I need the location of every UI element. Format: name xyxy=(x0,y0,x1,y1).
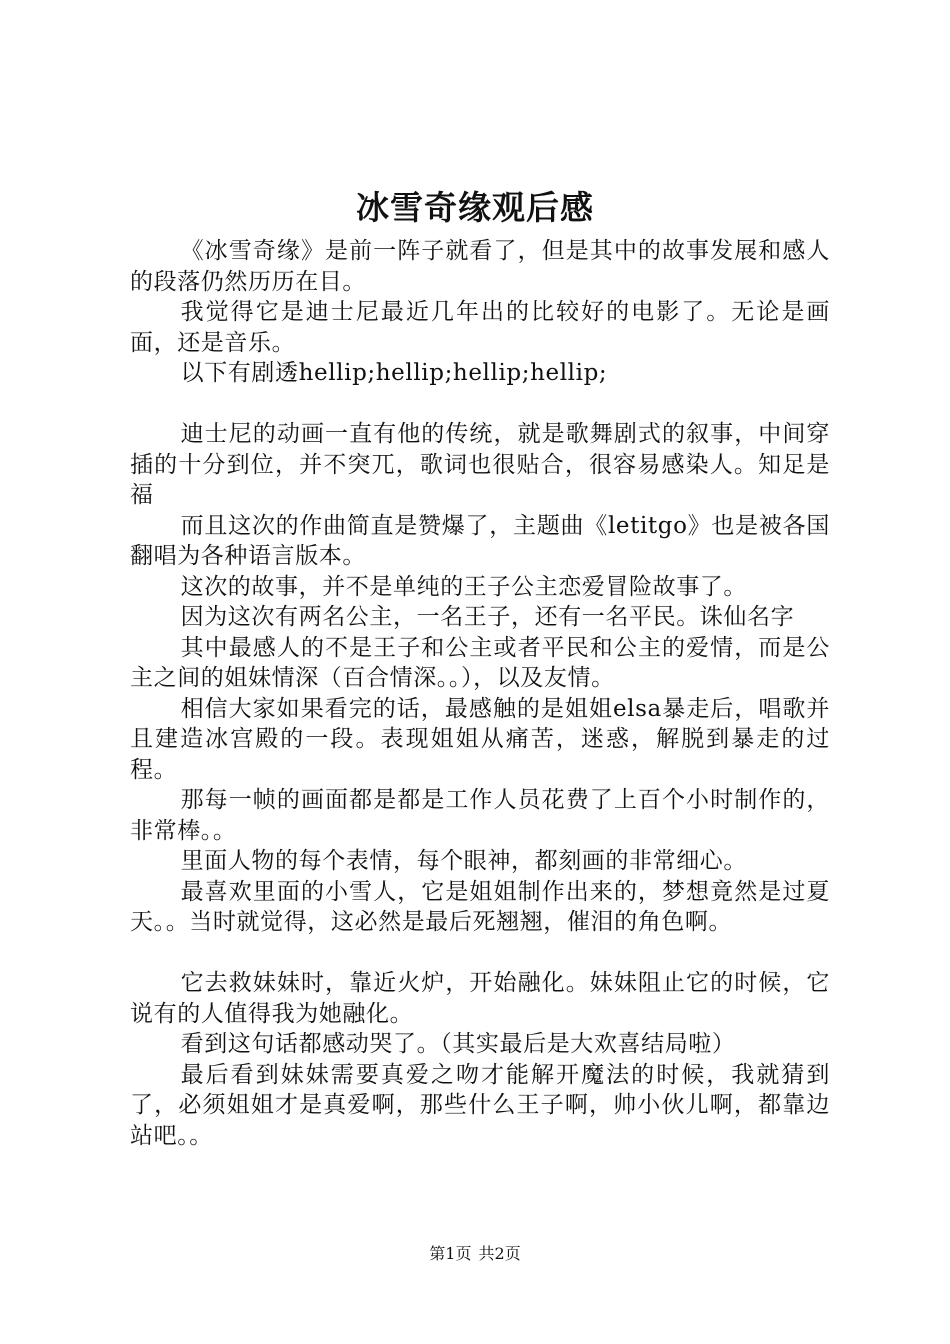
paragraph: 看到这句话都感动哭了。（其实最后是大欢喜结局啦） xyxy=(180,1031,736,1057)
blank-line xyxy=(130,389,830,420)
paragraph: 这次的故事，并不是单纯的王子公主恋爱冒险故事了。 xyxy=(180,573,747,600)
paragraph: 迪士尼的动画一直有他的传统，就是歌舞剧式的叙事，中间穿插的十分到位，并不突兀，歌词也很贴合，很容易感染人。知足是福 xyxy=(130,421,830,508)
paragraph: 以下有剧透hellip;hellip;hellip;hellip; xyxy=(180,360,608,386)
paragraph: 相信大家如果看完的话，最感触的是姐姐elsa暴走后，唱歌并且建造冰宫殿的一段。表现姐姐从痛苦，迷惑，解脱到暴走的过程。 xyxy=(130,695,830,783)
paragraph: 因为这次有两名公主，一名王子，还有一名平民。诛仙名字 xyxy=(180,604,795,630)
paragraph: 《冰雪奇缘》是前一阵子就看了，但是其中的故事发展和感人的段落仍然历历在目。 xyxy=(130,238,830,295)
document-title: 冰雪奇缘观后感 xyxy=(356,188,594,227)
paragraph: 最后看到妹妹需要真爱之吻才能解开魔法的时候，我就猜到了，必须姐姐才是真爱啊，那些什么王子啊，帅小伙儿啊，都靠边站吧。。 xyxy=(130,1061,830,1149)
paragraph: 其中最感人的不是王子和公主或者平民和公主的爱情，而是公主之间的姐妹情深（百合情深。。），以及友情。 xyxy=(130,634,830,691)
paragraph: 那每一帧的画面都是都是工作人员花费了上百个小时制作的，非常棒。。 xyxy=(130,787,830,844)
page-number-footer: 第1页 共2页 xyxy=(429,1244,521,1263)
paragraph: 而且这次的作曲简直是赞爆了，主题曲《letitgo》也是被各国翻唱为各种语言版本。 xyxy=(130,512,830,569)
paragraph: 最喜欢里面的小雪人，它是姐姐制作出来的，梦想竟然是过夏天。。当时就觉得，这必然是最后死翘翘，催泪的角色啊。 xyxy=(130,878,830,935)
paragraph: 它去救妹妹时，靠近火炉，开始融化。妹妹阻止它的时候，它说有的人值得我为她融化。 xyxy=(130,970,830,1027)
paragraph: 我觉得它是迪士尼最近几年出的比较好的电影了。无论是画面，还是音乐。 xyxy=(130,299,830,356)
blank-line xyxy=(130,938,830,969)
document-body xyxy=(130,236,830,1151)
paragraph: 里面人物的每个表情，每个眼神，都刻画的非常细心。 xyxy=(180,848,747,874)
